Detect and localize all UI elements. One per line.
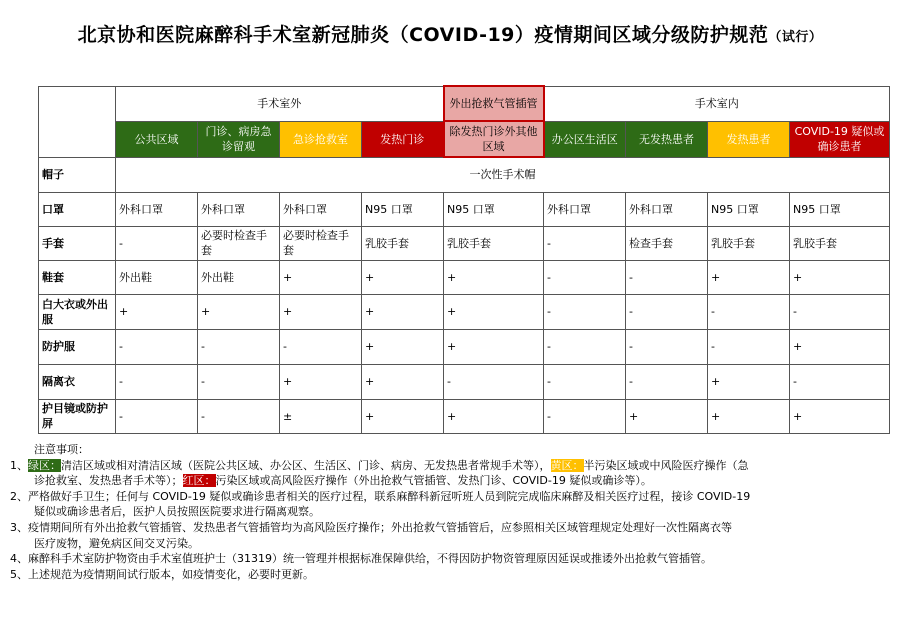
table-cell: -	[544, 364, 626, 399]
table-cell: -	[626, 364, 708, 399]
green-zone-label: 绿区：	[28, 458, 61, 472]
table-cell: +	[708, 399, 790, 433]
table-cell: -	[626, 294, 708, 329]
note-1-text-a: 清洁区域或相对清洁区域（医院公共区域、办公区、生活区、门诊、病房、无发热患者常规手术等）	[61, 458, 540, 472]
note-3-continued: 医疗废物，避免病区间交叉污染。	[34, 536, 199, 550]
row-label-isolation-gown: 隔离衣	[39, 364, 116, 399]
notes-heading: 注意事项：	[34, 443, 89, 456]
table-cell: +	[362, 364, 444, 399]
table-row	[39, 260, 890, 294]
table-cell: +	[444, 329, 544, 364]
table-cell: -	[116, 399, 198, 433]
zone-office-living: 办公区生活区	[544, 121, 626, 157]
note-2-continued: 疑似或确诊患者后，医护人员按照医院要求进行隔离观察。	[34, 505, 320, 519]
title-sub: （试行）	[768, 30, 823, 45]
table-cell: -	[116, 364, 198, 399]
table-cell: 外科口罩	[116, 192, 198, 226]
table-cell: +	[790, 260, 890, 294]
table-cell: -	[116, 226, 198, 260]
note-1-text-d: 污染区域或高风险医疗操作（外出抢救气管插管、发热门诊、COVID-19 疑似或确诊等）。	[215, 474, 652, 488]
table-cell: +	[280, 364, 362, 399]
row-label-shoe-covers: 鞋套	[39, 260, 116, 294]
note-1-text-c: 诊抢救室、发热患者手术等）；	[34, 474, 183, 488]
page-title	[0, 20, 900, 47]
table-cell: +	[280, 260, 362, 294]
table-cell: +	[362, 260, 444, 294]
table-row	[39, 329, 890, 364]
row-label-goggles: 护目镜或防护屏	[39, 399, 116, 433]
table-cell: -	[626, 329, 708, 364]
zone-header-row	[39, 121, 890, 157]
note-1-continued	[10, 473, 895, 489]
row-label-protective-suit: 防护服	[39, 329, 116, 364]
table-cell: 外科口罩	[280, 192, 362, 226]
table-cell: -	[544, 399, 626, 433]
group-inside: 手术室内	[544, 86, 890, 121]
table-cell: -	[198, 399, 280, 433]
table-cell: 外科口罩	[198, 192, 280, 226]
table-row	[39, 364, 890, 399]
table-cell: 乳胶手套	[362, 226, 444, 260]
group-header-row	[39, 86, 890, 121]
table-cell: 外科口罩	[626, 192, 708, 226]
table-cell: ±	[280, 399, 362, 433]
note-3: 3、疫情期间所有外出抢救气管插管、发热患者气管插管均为高风险医疗操作；外出抢救气管插管后，应参照相关区域管理规定处理好一次性隔离衣等	[10, 520, 732, 534]
note-1	[10, 458, 895, 474]
table-cell: +	[444, 294, 544, 329]
table-cell: -	[280, 329, 362, 364]
table-cell: 外出鞋	[198, 260, 280, 294]
row-label-white-coat: 白大衣或外出服	[39, 294, 116, 329]
table-cell: N95 口罩	[790, 192, 890, 226]
table-row	[39, 226, 890, 260]
note-1-number: 1、	[10, 458, 28, 472]
table-cell: N95 口罩	[708, 192, 790, 226]
zone-public: 公共区域	[116, 121, 198, 157]
cap-value: 一次性手术帽	[116, 157, 890, 192]
yellow-zone-label: 黄区：	[550, 458, 584, 472]
title-main: 北京协和医院麻醉科手术室新冠肺炎（COVID-19）疫情期间区域分级防护规范	[77, 24, 769, 46]
table-cell: -	[544, 260, 626, 294]
table-cell: -	[626, 260, 708, 294]
table-cell: +	[362, 399, 444, 433]
table-row	[39, 294, 890, 329]
table-cell: +	[790, 399, 890, 433]
table-cell: 必要时检查手套	[280, 226, 362, 260]
table-cell: -	[198, 329, 280, 364]
row-label-cap: 帽子	[39, 157, 116, 192]
table-cell: N95 口罩	[444, 192, 544, 226]
zone-covid-patient: COVID-19 疑似或确诊患者	[790, 121, 890, 157]
note-2: 2、严格做好手卫生；任何与 COVID-19 疑似或确诊患者相关的医疗过程，联系麻醉科新冠听班人员到院完成临床麻醉及相关医疗过程，接诊 COVID-19	[10, 489, 751, 503]
table-cell: N95 口罩	[362, 192, 444, 226]
table-cell: +	[626, 399, 708, 433]
table-cell: +	[198, 294, 280, 329]
table-cell: 乳胶手套	[790, 226, 890, 260]
table-cell: 乳胶手套	[708, 226, 790, 260]
table-cell: -	[116, 329, 198, 364]
table-cell: +	[362, 329, 444, 364]
row-label-mask: 口罩	[39, 192, 116, 226]
note-1-text-b: 半污染区域或中风险医疗操作（急	[583, 458, 749, 472]
table-cell: +	[708, 364, 790, 399]
table-cell: 检查手套	[626, 226, 708, 260]
table-cell: 外出鞋	[116, 260, 198, 294]
table-cell: +	[444, 260, 544, 294]
row-label-gloves: 手套	[39, 226, 116, 260]
table-cell: -	[544, 226, 626, 260]
group-emergency: 外出抢救气管插管	[444, 86, 544, 121]
table-cell: -	[708, 329, 790, 364]
protection-table	[38, 85, 890, 434]
red-zone-label: 红区：	[182, 474, 216, 488]
table-cell: 乳胶手套	[444, 226, 544, 260]
table-cell: +	[280, 294, 362, 329]
table-cell: +	[790, 329, 890, 364]
table-cell: -	[790, 294, 890, 329]
table-cell: 必要时检查手套	[198, 226, 280, 260]
table-row	[39, 399, 890, 433]
notes-section	[10, 442, 895, 582]
table-cell: +	[116, 294, 198, 329]
zone-other-areas: 除发热门诊外其他区域	[444, 121, 544, 157]
table-cell: +	[362, 294, 444, 329]
table-row	[39, 157, 890, 192]
table-cell: +	[708, 260, 790, 294]
note-1-separator: ，	[539, 458, 551, 472]
table-cell: -	[708, 294, 790, 329]
table-cell: -	[544, 294, 626, 329]
note-4: 4、麻醉科手术室防护物资由手术室值班护士（31319）统一管理并根据标准保障供给，不得因防护物资管理原因延误或推诿外出抢救气管插管。	[10, 552, 712, 566]
table-row	[39, 192, 890, 226]
table-cell: 外科口罩	[544, 192, 626, 226]
table-cell: -	[790, 364, 890, 399]
corner-cell	[39, 86, 116, 157]
zone-emergency-room: 急诊抢救室	[280, 121, 362, 157]
zone-clinic-ward: 门诊、病房急诊留观	[198, 121, 280, 157]
table-cell: -	[198, 364, 280, 399]
group-outside: 手术室外	[116, 86, 444, 121]
zone-nonfever-patient: 无发热患者	[626, 121, 708, 157]
table-cell: -	[544, 329, 626, 364]
table-cell: -	[444, 364, 544, 399]
zone-fever-clinic: 发热门诊	[362, 121, 444, 157]
zone-fever-patient: 发热患者	[708, 121, 790, 157]
note-5: 5、上述规范为疫情期间试行版本，如疫情变化，必要时更新。	[10, 567, 314, 581]
table-cell: +	[444, 399, 544, 433]
